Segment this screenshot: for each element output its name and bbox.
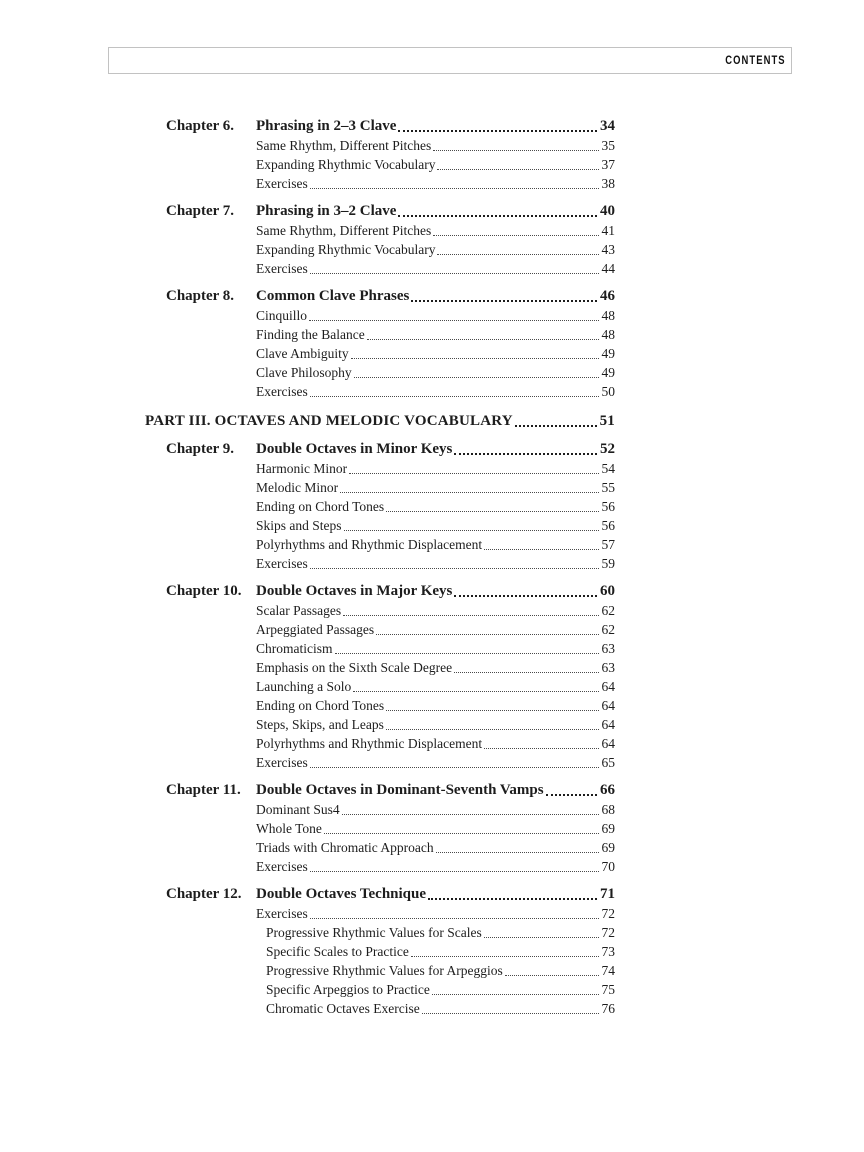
- chapter-title: Common Clave Phrases: [256, 288, 410, 304]
- toc-entry-row: [256, 753, 615, 772]
- dot-leader: [354, 377, 599, 378]
- toc-entry-row: [256, 344, 615, 363]
- chapter-title: Double Octaves in Minor Keys: [256, 441, 453, 457]
- dot-leader: [335, 653, 599, 654]
- dot-leader: [310, 767, 599, 768]
- entry-title: Scalar Passages: [256, 603, 342, 618]
- toc-chapter-section: [145, 440, 615, 573]
- dot-leader: [484, 748, 598, 749]
- page-header-rule-box: [108, 47, 792, 74]
- entry-title: Same Rhythm, Different Pitches: [256, 138, 432, 153]
- page-number: 63: [601, 641, 615, 656]
- chapter-number-label: Chapter 11.: [166, 782, 241, 798]
- page-number: 34: [600, 118, 615, 134]
- entry-title: Steps, Skips, and Leaps: [256, 717, 384, 732]
- toc-chapter-section: [145, 117, 615, 193]
- page-number: 59: [601, 556, 615, 571]
- page-number: 64: [601, 679, 615, 694]
- entry-title: Clave Philosophy: [256, 365, 352, 380]
- chapter-number-label: Chapter 9.: [166, 441, 235, 457]
- chapter-title: Double Octaves Technique: [256, 886, 427, 902]
- chapter-heading-row: [166, 202, 615, 221]
- entry-title: Exercises: [256, 261, 308, 276]
- dot-leader: [433, 235, 598, 236]
- dot-leader: [436, 852, 599, 853]
- dot-leader: [343, 615, 598, 616]
- page-number: 49: [601, 346, 615, 361]
- page-number: 62: [601, 603, 615, 618]
- chapter-number-label: Chapter 7.: [166, 203, 235, 219]
- chapter-title: Double Octaves in Dominant-Seventh Vamps: [256, 782, 544, 798]
- toc: [145, 117, 615, 1018]
- toc-entry-row: [256, 800, 615, 819]
- part-heading-row: [145, 412, 615, 431]
- toc-chapter-section: [145, 202, 615, 278]
- page-number: 48: [601, 308, 615, 323]
- toc-entry-row: [256, 620, 615, 639]
- page-number: 72: [601, 925, 615, 940]
- entry-title: Arpeggiated Passages: [256, 622, 375, 637]
- chapter-heading-row: [166, 582, 615, 601]
- entry-title: Chromaticism: [256, 641, 333, 656]
- toc-entry-row: [256, 715, 615, 734]
- entry-title: Exercises: [256, 176, 308, 191]
- toc-chapter-section: [145, 885, 615, 1018]
- entry-title: Ending on Chord Tones: [256, 499, 385, 514]
- dot-leader: [437, 254, 598, 255]
- dot-leader: [484, 549, 598, 550]
- entry-title: Specific Scales to Practice: [266, 944, 409, 959]
- entry-title: Progressive Rhythmic Values for Scales: [266, 925, 482, 940]
- dot-leader: [310, 918, 599, 919]
- toc-entry-row: [266, 961, 615, 980]
- toc-entry-row: [256, 174, 615, 193]
- chapter-number-label: Chapter 8.: [166, 288, 235, 304]
- dot-leader: [515, 425, 597, 427]
- dot-leader: [310, 188, 599, 189]
- entry-title: Polyrhythms and Rhythmic Displacement: [256, 736, 483, 751]
- chapter-title: Phrasing in 3–2 Clave: [256, 203, 397, 219]
- dot-leader: [349, 473, 598, 474]
- page-number: 37: [601, 157, 615, 172]
- chapter-heading-row: [166, 885, 615, 904]
- toc-entry-row: [256, 658, 615, 677]
- entry-title: Progressive Rhythmic Values for Arpeggios: [266, 963, 503, 978]
- page-number: 46: [600, 288, 615, 304]
- toc-entry-row: [256, 904, 615, 923]
- dot-leader: [422, 1013, 599, 1014]
- toc-entry-row: [266, 999, 615, 1018]
- entry-title: Expanding Rhythmic Vocabulary: [256, 242, 436, 257]
- dot-leader: [376, 634, 598, 635]
- toc-entry-row: [256, 240, 615, 259]
- toc-entry-row: [256, 601, 615, 620]
- contents-running-head: CONTENTS: [725, 54, 786, 67]
- entry-title: Exercises: [256, 556, 308, 571]
- chapter-heading-row: [166, 117, 615, 136]
- entry-title: Exercises: [256, 384, 308, 399]
- page-number: 54: [601, 461, 615, 476]
- dot-leader: [386, 511, 598, 512]
- entry-title: Cinquillo: [256, 308, 308, 323]
- dot-leader: [546, 794, 597, 796]
- chapter-title: Double Octaves in Major Keys: [256, 583, 453, 599]
- dot-leader: [342, 814, 599, 815]
- toc-part-section: [145, 412, 615, 431]
- page-number: 76: [601, 1001, 615, 1016]
- entry-title: Same Rhythm, Different Pitches: [256, 223, 432, 238]
- entry-title: Whole Tone: [256, 821, 322, 836]
- dot-leader: [437, 169, 598, 170]
- toc-entry-row: [256, 677, 615, 696]
- chapter-title: Phrasing in 2–3 Clave: [256, 118, 397, 134]
- toc-entry-row: [256, 325, 615, 344]
- page-number: 73: [601, 944, 615, 959]
- toc-entry-row: [266, 923, 615, 942]
- page-number: 49: [601, 365, 615, 380]
- dot-leader: [310, 396, 599, 397]
- dot-leader: [454, 595, 597, 597]
- toc-chapter-section: [145, 781, 615, 876]
- page-number: 74: [601, 963, 615, 978]
- toc-entry-row: [256, 478, 615, 497]
- dot-leader: [411, 300, 597, 302]
- entry-title: Expanding Rhythmic Vocabulary: [256, 157, 436, 172]
- toc-entry-row: [256, 819, 615, 838]
- page-number: 62: [601, 622, 615, 637]
- entry-title: Polyrhythms and Rhythmic Displacement: [256, 537, 483, 552]
- dot-leader: [386, 729, 599, 730]
- toc-entry-row: [256, 363, 615, 382]
- toc-entry-row: [256, 497, 615, 516]
- dot-leader: [310, 273, 599, 274]
- entry-title: Exercises: [256, 755, 308, 770]
- dot-leader: [484, 937, 599, 938]
- toc-entry-row: [266, 980, 615, 999]
- toc-entry-row: [256, 639, 615, 658]
- dot-leader: [411, 956, 599, 957]
- page-number: 40: [600, 203, 615, 219]
- page-number: 35: [601, 138, 615, 153]
- chapter-number-label: Chapter 12.: [166, 886, 242, 902]
- entry-title: Chromatic Octaves Exercise: [266, 1001, 420, 1016]
- page-number: 69: [601, 821, 615, 836]
- entry-title: Exercises: [256, 859, 308, 874]
- toc-entry-row: [256, 306, 615, 325]
- page-number: 48: [601, 327, 615, 342]
- toc-entry-row: [256, 259, 615, 278]
- entry-title: Exercises: [256, 906, 308, 921]
- page-number: 57: [601, 537, 615, 552]
- page-number: 69: [601, 840, 615, 855]
- dot-leader: [433, 150, 598, 151]
- entry-title: Specific Arpeggios to Practice: [266, 982, 430, 997]
- dot-leader: [344, 530, 599, 531]
- dot-leader: [454, 672, 598, 673]
- entry-title: Clave Ambiguity: [256, 346, 349, 361]
- dot-leader: [309, 320, 598, 321]
- page-number: 63: [601, 660, 615, 675]
- toc-entry-row: [266, 942, 615, 961]
- dot-leader: [428, 898, 597, 900]
- dot-leader: [340, 492, 598, 493]
- toc-entry-row: [256, 382, 615, 401]
- chapter-heading-row: [166, 781, 615, 800]
- toc-chapter-section: [145, 582, 615, 772]
- page-number: 56: [601, 518, 615, 533]
- part-title: PART III. OCTAVES AND MELODIC VOCABULARY: [145, 413, 513, 429]
- toc-entry-row: [256, 857, 615, 876]
- toc-entry-row: [256, 696, 615, 715]
- page-number: 70: [601, 859, 615, 874]
- page-number: 65: [601, 755, 615, 770]
- page-number: 44: [601, 261, 615, 276]
- toc-entry-row: [256, 734, 615, 753]
- entry-title: Melodic Minor: [256, 480, 339, 495]
- dot-leader: [353, 691, 598, 692]
- toc-entry-row: [256, 136, 615, 155]
- page-number: 52: [600, 441, 615, 457]
- chapter-heading-row: [166, 440, 615, 459]
- page-number: 60: [600, 583, 615, 599]
- entry-title: Triads with Chromatic Approach: [256, 840, 434, 855]
- page-number: 71: [600, 886, 615, 902]
- entry-title: Launching a Solo: [256, 679, 352, 694]
- dot-leader: [351, 358, 599, 359]
- dot-leader: [324, 833, 599, 834]
- toc-chapter-section: [145, 287, 615, 401]
- page-number: 68: [601, 802, 615, 817]
- page-number: 41: [601, 223, 615, 238]
- page-number: 64: [601, 717, 615, 732]
- toc-entry-row: [256, 838, 615, 857]
- entry-title: Dominant Sus4: [256, 802, 340, 817]
- entry-title: Finding the Balance: [256, 327, 365, 342]
- entry-title: Emphasis on the Sixth Scale Degree: [256, 660, 453, 675]
- dot-leader: [432, 994, 599, 995]
- entry-title: Skips and Steps: [256, 518, 342, 533]
- dot-leader: [310, 871, 599, 872]
- dot-leader: [310, 568, 599, 569]
- toc-entry-row: [256, 155, 615, 174]
- page-number: 66: [600, 782, 615, 798]
- page-number: 51: [599, 413, 615, 429]
- page-number: 38: [601, 176, 615, 191]
- entry-title: Harmonic Minor: [256, 461, 348, 476]
- toc-entry-row: [256, 221, 615, 240]
- page-number: 50: [601, 384, 615, 399]
- dot-leader: [367, 339, 599, 340]
- page-number: 55: [601, 480, 615, 495]
- page-number: 56: [601, 499, 615, 514]
- page-number: 75: [601, 982, 615, 997]
- dot-leader: [386, 710, 598, 711]
- entry-title: Ending on Chord Tones: [256, 698, 385, 713]
- chapter-number-label: Chapter 10.: [166, 583, 242, 599]
- dot-leader: [454, 453, 597, 455]
- page-number: 43: [601, 242, 615, 257]
- page-number: 64: [601, 698, 615, 713]
- dot-leader: [398, 130, 597, 132]
- dot-leader: [505, 975, 599, 976]
- chapter-number-label: Chapter 6.: [166, 118, 235, 134]
- page-number: 72: [601, 906, 615, 921]
- toc-entry-row: [256, 535, 615, 554]
- dot-leader: [398, 215, 597, 217]
- toc-entry-row: [256, 459, 615, 478]
- chapter-heading-row: [166, 287, 615, 306]
- toc-entry-row: [256, 554, 615, 573]
- page-number: 64: [601, 736, 615, 751]
- toc-entry-row: [256, 516, 615, 535]
